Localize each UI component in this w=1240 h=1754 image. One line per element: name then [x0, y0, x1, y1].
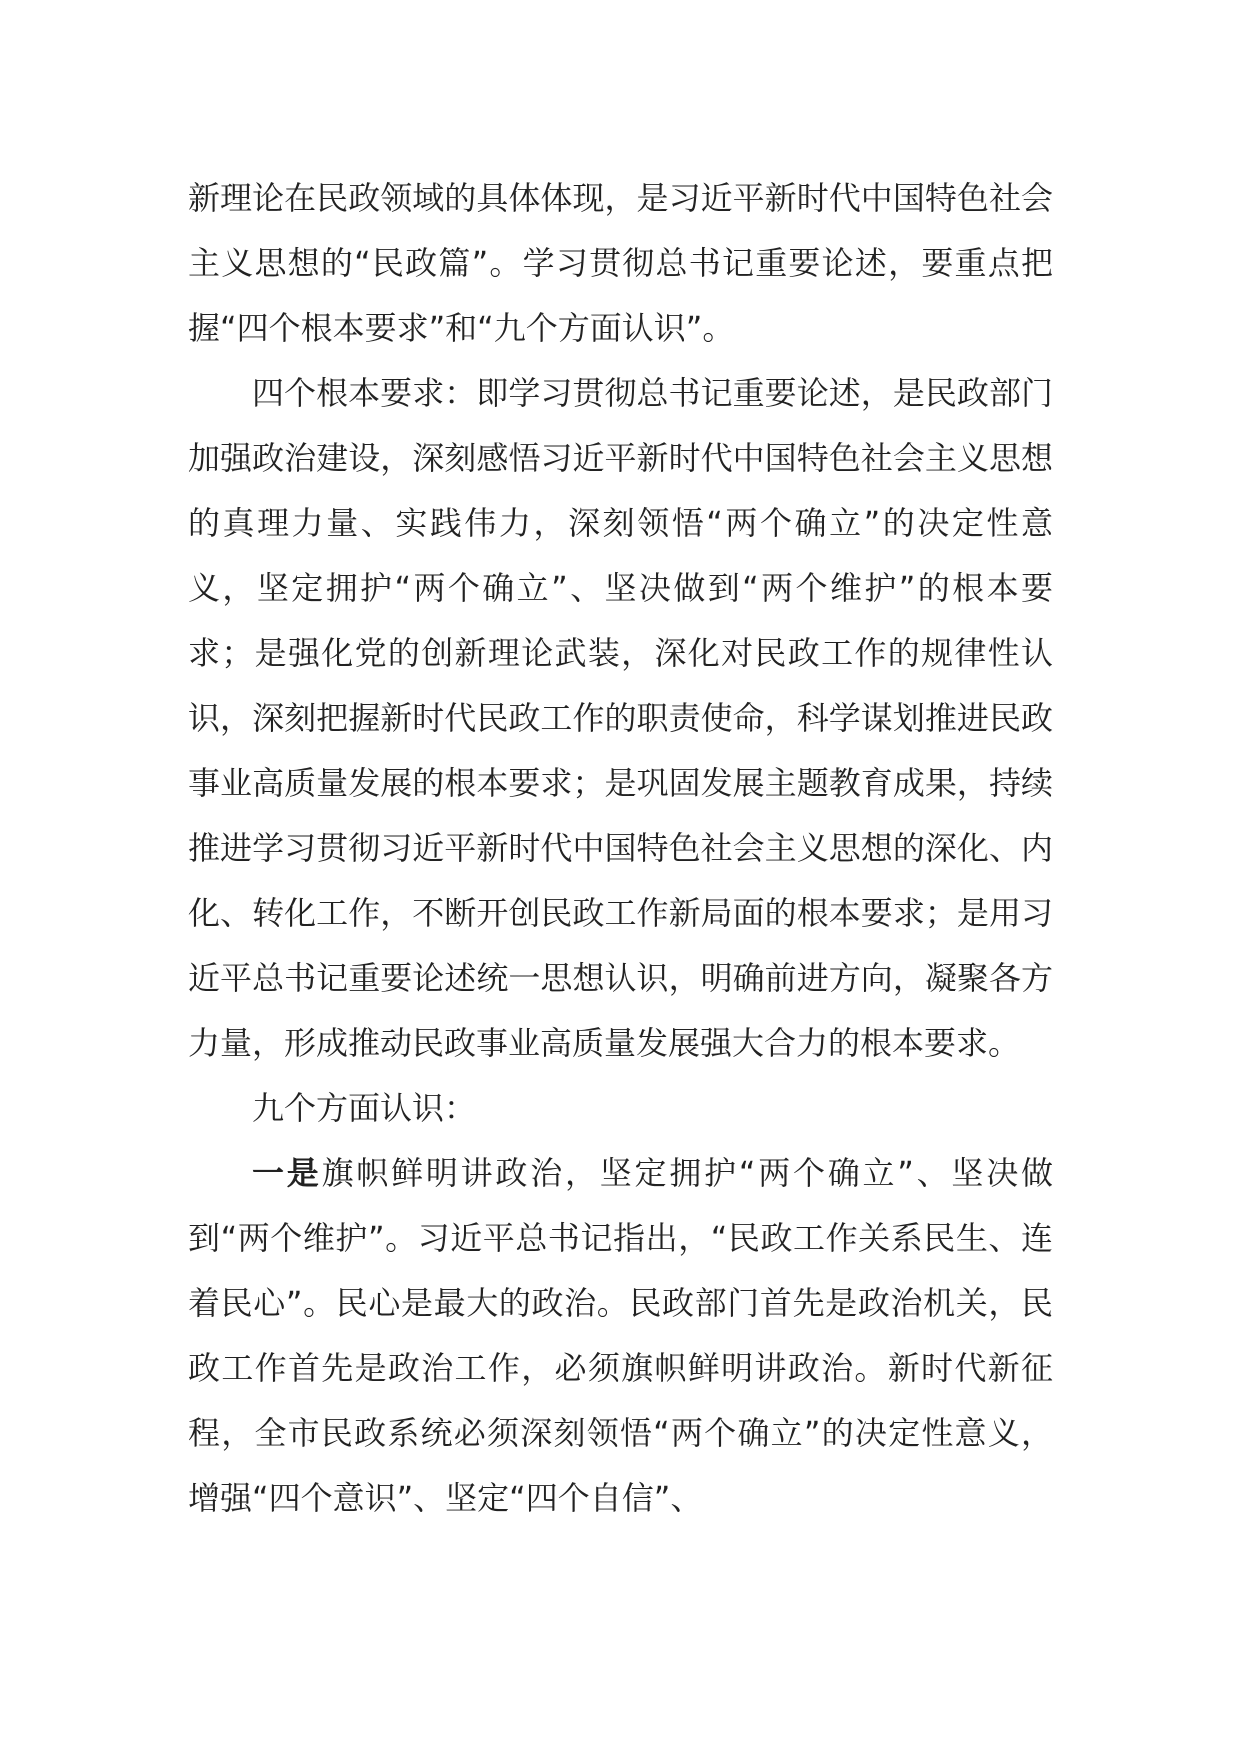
- paragraph-first-aspect: [188, 1141, 1053, 1531]
- paragraph-nine-aspects-heading: 九个方面认识：: [252, 1089, 477, 1127]
- paragraph-intro: 新理论在民政领域的具体体现，是习近平新时代中国特色社会主义思想的“民政篇”。学习贯彻总书记重要论述，要重点把握“四个根本要求”和“九个方面认识”。: [188, 179, 1053, 347]
- first-aspect-text: 旗帜鲜明讲政治，坚定拥护“两个确立”、坚决做到“两个维护”。习近平总书记指出，“民政工作关系民生、连着民心”。民心是最大的政治。民政部门首先是政治机关，民政工作首先是政治工作，必须旗帜鲜明讲政治。新时代新征程，全市民政系统必须深刻领悟“两个确立”的决定性意义，增强“四个意识”、坚定“四个自信”、: [188, 1154, 1053, 1517]
- paragraph-four-requirements: 四个根本要求：即学习贯彻总书记重要论述，是民政部门加强政治建设，深刻感悟习近平新时代中国特色社会主义思想的真理力量、实践伟力，深刻领悟“两个确立”的决定性意义，坚定拥护“两个确立”、坚决做到“两个维护”的根本要求；是强化党的创新理论武装，深化对民政工作的规律性认识，深刻把握新时代民政工作的职责使命，科学谋划推进民政事业高质量发展的根本要求；是巩固发展主题教育成果，持续推进学习贯彻习近平新时代中国特色社会主义思想的深化、内化、转化工作，不断开创民政工作新局面的根本要求；是用习近平总书记重要论述统一思想认识，明确前进方向，凝聚各方力量，形成推动民政事业高质量发展强大合力的根本要求。: [188, 374, 1053, 1062]
- first-aspect-label: 一是: [252, 1154, 322, 1192]
- document-body: [188, 166, 1053, 1531]
